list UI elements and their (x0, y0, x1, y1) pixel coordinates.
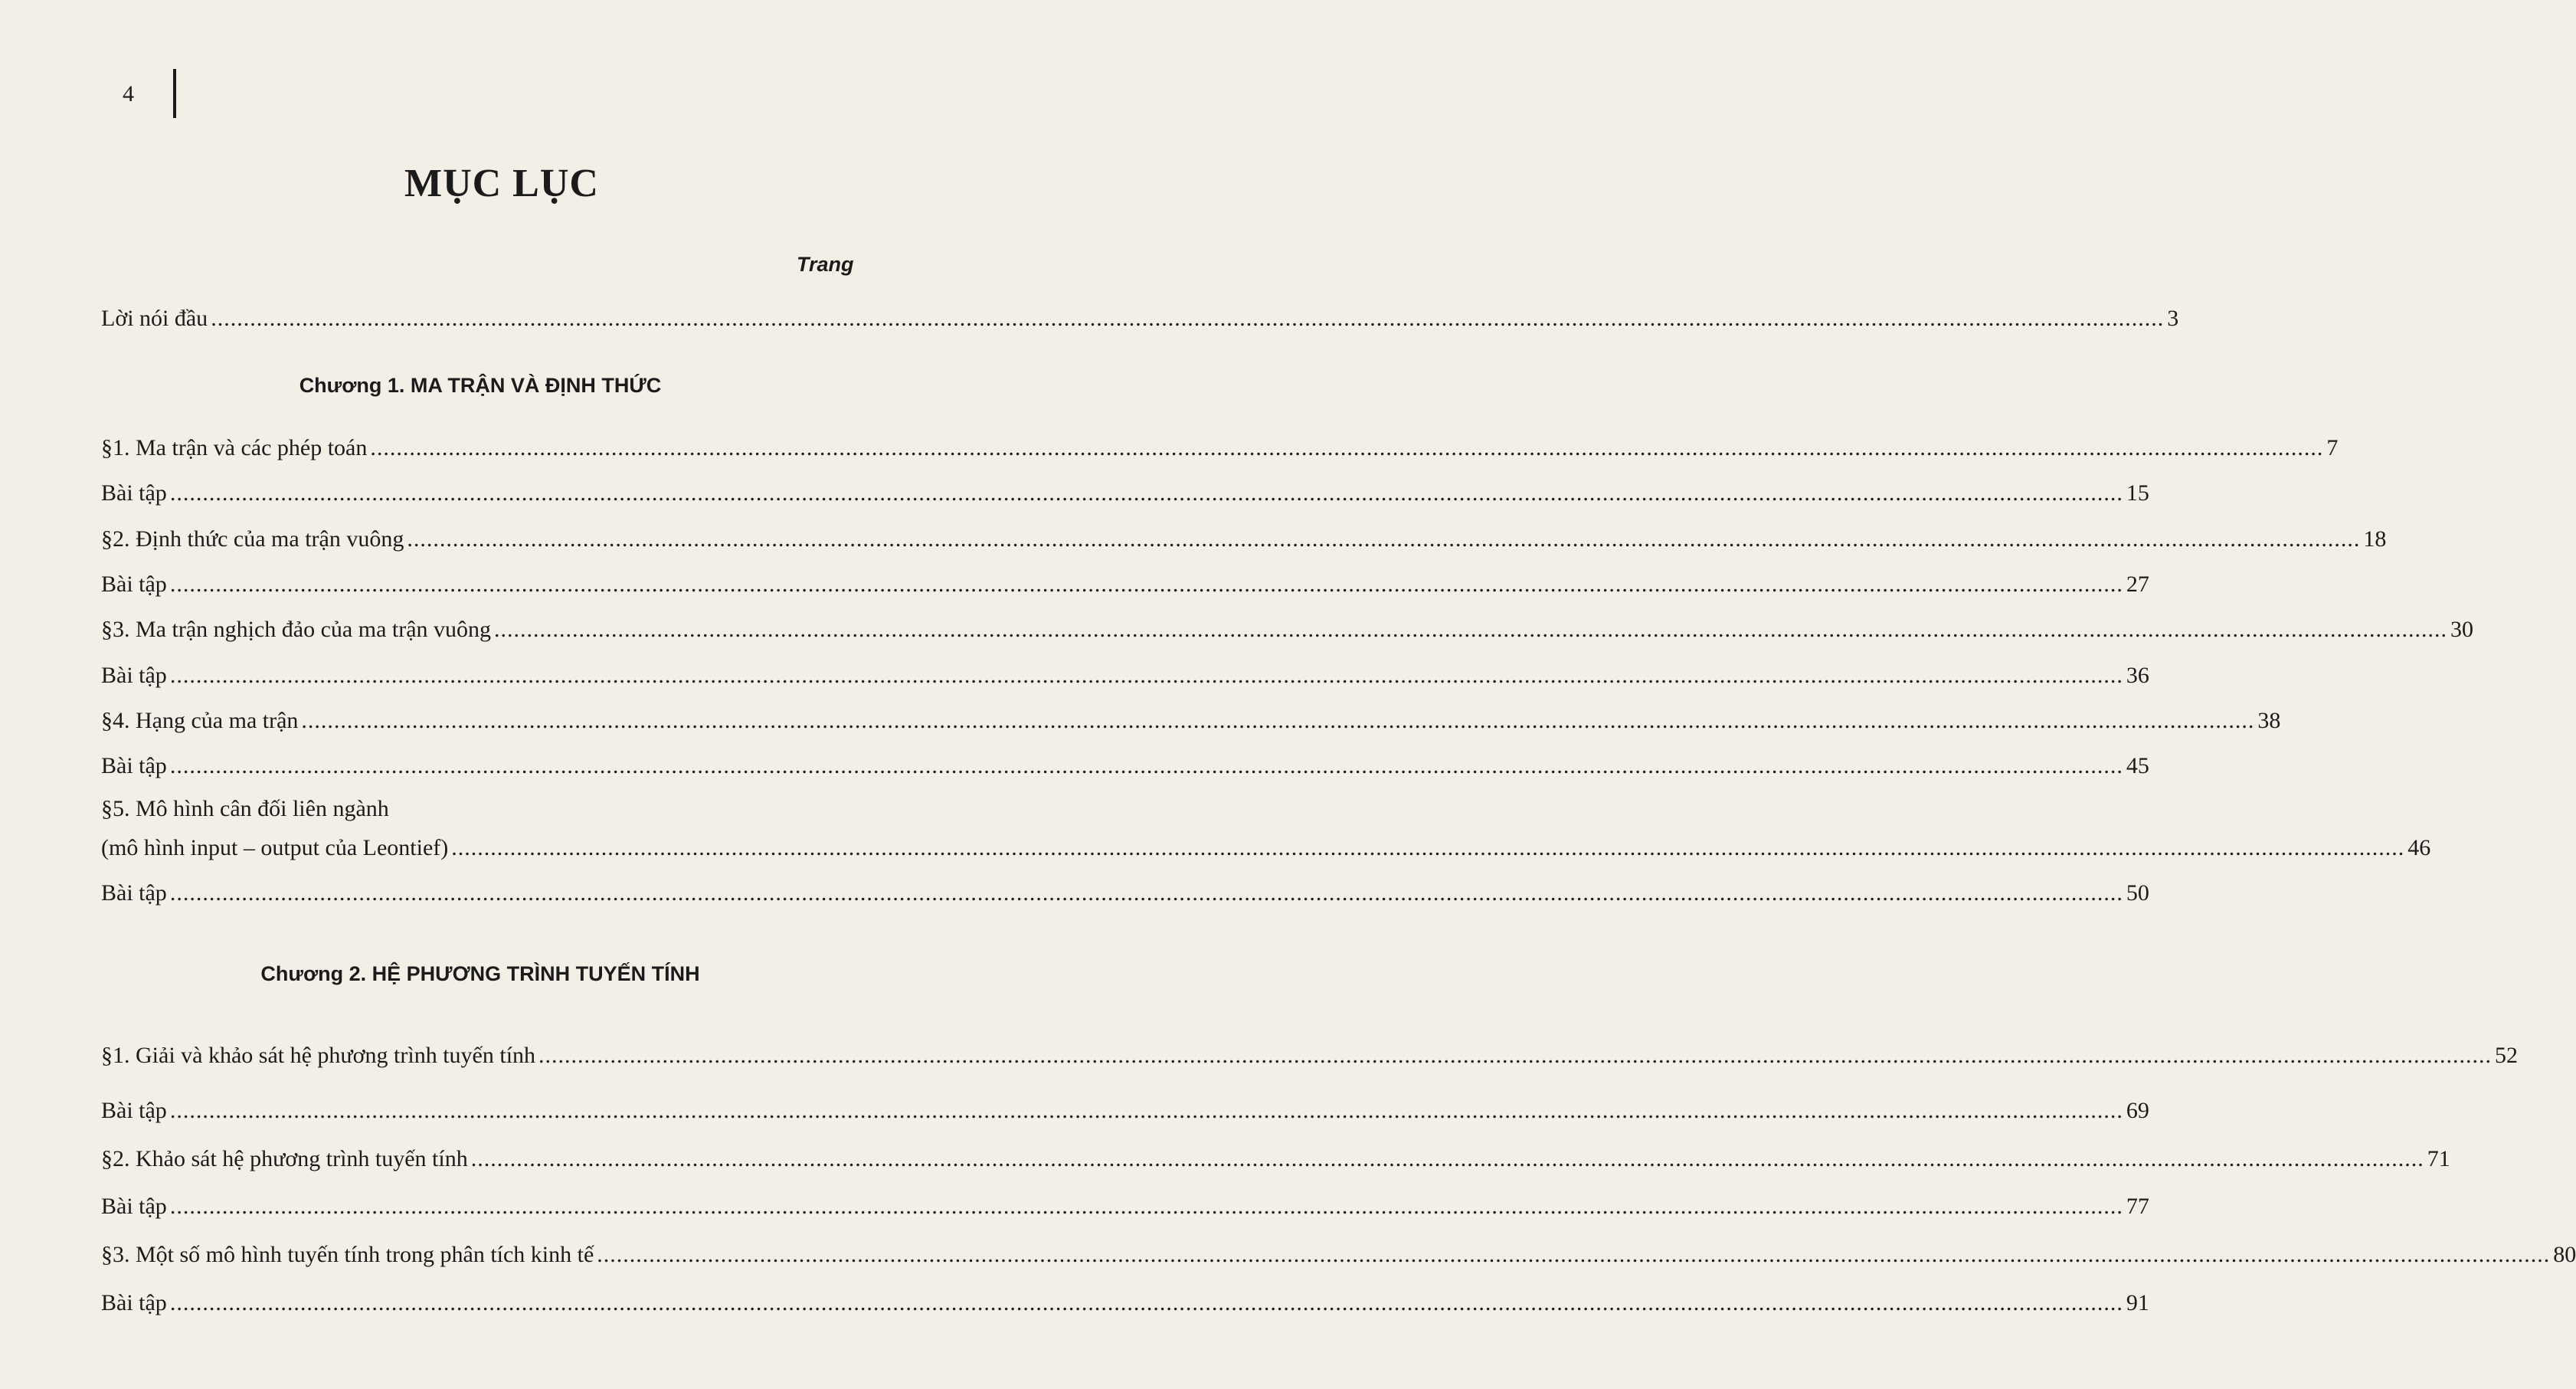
leader-dots: ............................................................................................................................................................................................................................................................................................................ (301, 708, 2255, 733)
toc-entry-page: 50 (2126, 880, 2149, 906)
leader-dots: ............................................................................................................................................................................................................................................................................................................ (169, 1098, 2123, 1123)
leader-dots: ............................................................................................................................................................................................................................................................................................................ (169, 880, 2123, 906)
toc-entry-page: 69 (2126, 1098, 2149, 1123)
toc-entry-label: Bài tập (101, 753, 167, 778)
toc-entry-label: §1. Ma trận và các phép toán (101, 435, 368, 460)
toc-entry-label: Lời nói đầu (101, 306, 208, 331)
leader-dots: ............................................................................................................................................................................................................................................................................................................ (169, 1194, 2123, 1219)
toc-entry (101, 1190, 2149, 1220)
toc-entry-page: 91 (2126, 1290, 2149, 1315)
leader-dots: ............................................................................................................................................................................................................................................................................................................ (538, 1043, 2493, 1068)
toc-entry-label: Bài tập (101, 880, 167, 906)
toc-entry (101, 1238, 2576, 1269)
toc-entry-label: §1. Giải và khảo sát hệ phương trình tuyến tính (101, 1043, 536, 1068)
toc-entry-label: §2. Khảo sát hệ phương trình tuyến tính (101, 1146, 468, 1171)
leader-dots: ............................................................................................................................................................................................................................................................................................................ (494, 617, 2448, 642)
toc-entry-label: (mô hình input – output của Leontief) (101, 835, 449, 860)
page-title: MỤC LỤC (404, 162, 599, 205)
toc-entry-preface (101, 302, 2179, 333)
leader-dots: ............................................................................................................................................................................................................................................................................................................ (407, 526, 2361, 552)
toc-entry-page: 71 (2427, 1146, 2450, 1171)
page-number: 4 (123, 81, 134, 106)
toc-entry (101, 523, 2387, 553)
toc-entry (101, 749, 2149, 780)
toc-entry (101, 831, 2431, 862)
leader-dots: ............................................................................................................................................................................................................................................................................................................ (169, 753, 2123, 778)
toc-entry-label: §3. Ma trận nghịch đảo của ma trận vuông (101, 617, 492, 642)
toc-entry (101, 659, 2149, 690)
toc-entry-page: 77 (2126, 1194, 2149, 1219)
toc-entry-page: 27 (2126, 572, 2149, 597)
toc-entry-label: Bài tập (101, 572, 167, 597)
toc-entry (101, 1039, 2519, 1070)
toc-entry-label: Bài tập (101, 1194, 167, 1219)
toc-entry-page: 38 (2257, 708, 2281, 733)
leader-dots: ............................................................................................................................................................................................................................................................................................................ (211, 306, 2165, 331)
toc-entry (101, 1094, 2149, 1125)
toc-entry-page: 36 (2126, 663, 2149, 688)
chapter-heading-1: Chương 1. MA TRẬN VÀ ĐỊNH THỨC (299, 374, 662, 397)
toc-entry-label: Bài tập (101, 480, 167, 506)
page-column-header: Trang (797, 253, 854, 276)
toc-entry-page: 18 (2363, 526, 2387, 552)
toc-entry (101, 431, 2339, 462)
leader-dots: ............................................................................................................................................................................................................................................................................................................ (370, 435, 2324, 460)
toc-entry-page: 7 (2326, 435, 2339, 460)
toc-entry (101, 1142, 2450, 1173)
leader-dots: ............................................................................................................................................................................................................................................................................................................ (451, 835, 2405, 860)
toc-entry (101, 477, 2149, 507)
toc-entry-label: §4. Hạng của ma trận (101, 708, 299, 733)
leader-dots: ............................................................................................................................................................................................................................................................................................................ (169, 480, 2123, 506)
toc-entry-label: Bài tập (101, 1290, 167, 1315)
toc-entry (101, 876, 2149, 907)
toc-entry (101, 568, 2149, 598)
toc-entry-page: 3 (2167, 306, 2179, 331)
toc-entry-page: 52 (2495, 1043, 2519, 1068)
toc-entry-label: §3. Một số mô hình tuyến tính trong phân tích kinh tế (101, 1242, 594, 1267)
toc-entry-label: §2. Định thức của ma trận vuông (101, 526, 404, 552)
leader-dots: ............................................................................................................................................................................................................................................................................................................ (169, 572, 2123, 597)
toc-entry-page: 45 (2126, 753, 2149, 778)
toc-entry-label-line: §5. Mô hình cân đối liên ngành (101, 796, 389, 821)
leader-dots: ............................................................................................................................................................................................................................................................................................................ (470, 1146, 2424, 1171)
toc-entry (101, 613, 2474, 644)
chapter-heading-2: Chương 2. HỆ PHƯƠNG TRÌNH TUYẾN TÍNH (260, 962, 700, 985)
leader-dots: ............................................................................................................................................................................................................................................................................................................ (597, 1242, 2551, 1267)
leader-dots: ............................................................................................................................................................................................................................................................................................................ (169, 1290, 2123, 1315)
toc-entry-page: 80 (2553, 1242, 2576, 1267)
toc-entry-page: 15 (2126, 480, 2149, 506)
leader-dots: ............................................................................................................................................................................................................................................................................................................ (169, 663, 2123, 688)
toc-entry-label: Bài tập (101, 663, 167, 688)
toc-entry-page: 46 (2407, 835, 2431, 860)
header-rule (173, 69, 176, 118)
toc-entry-page: 30 (2450, 617, 2474, 642)
toc-entry (101, 704, 2281, 735)
toc-entry (101, 1286, 2149, 1317)
toc-entry-label: Bài tập (101, 1098, 167, 1123)
